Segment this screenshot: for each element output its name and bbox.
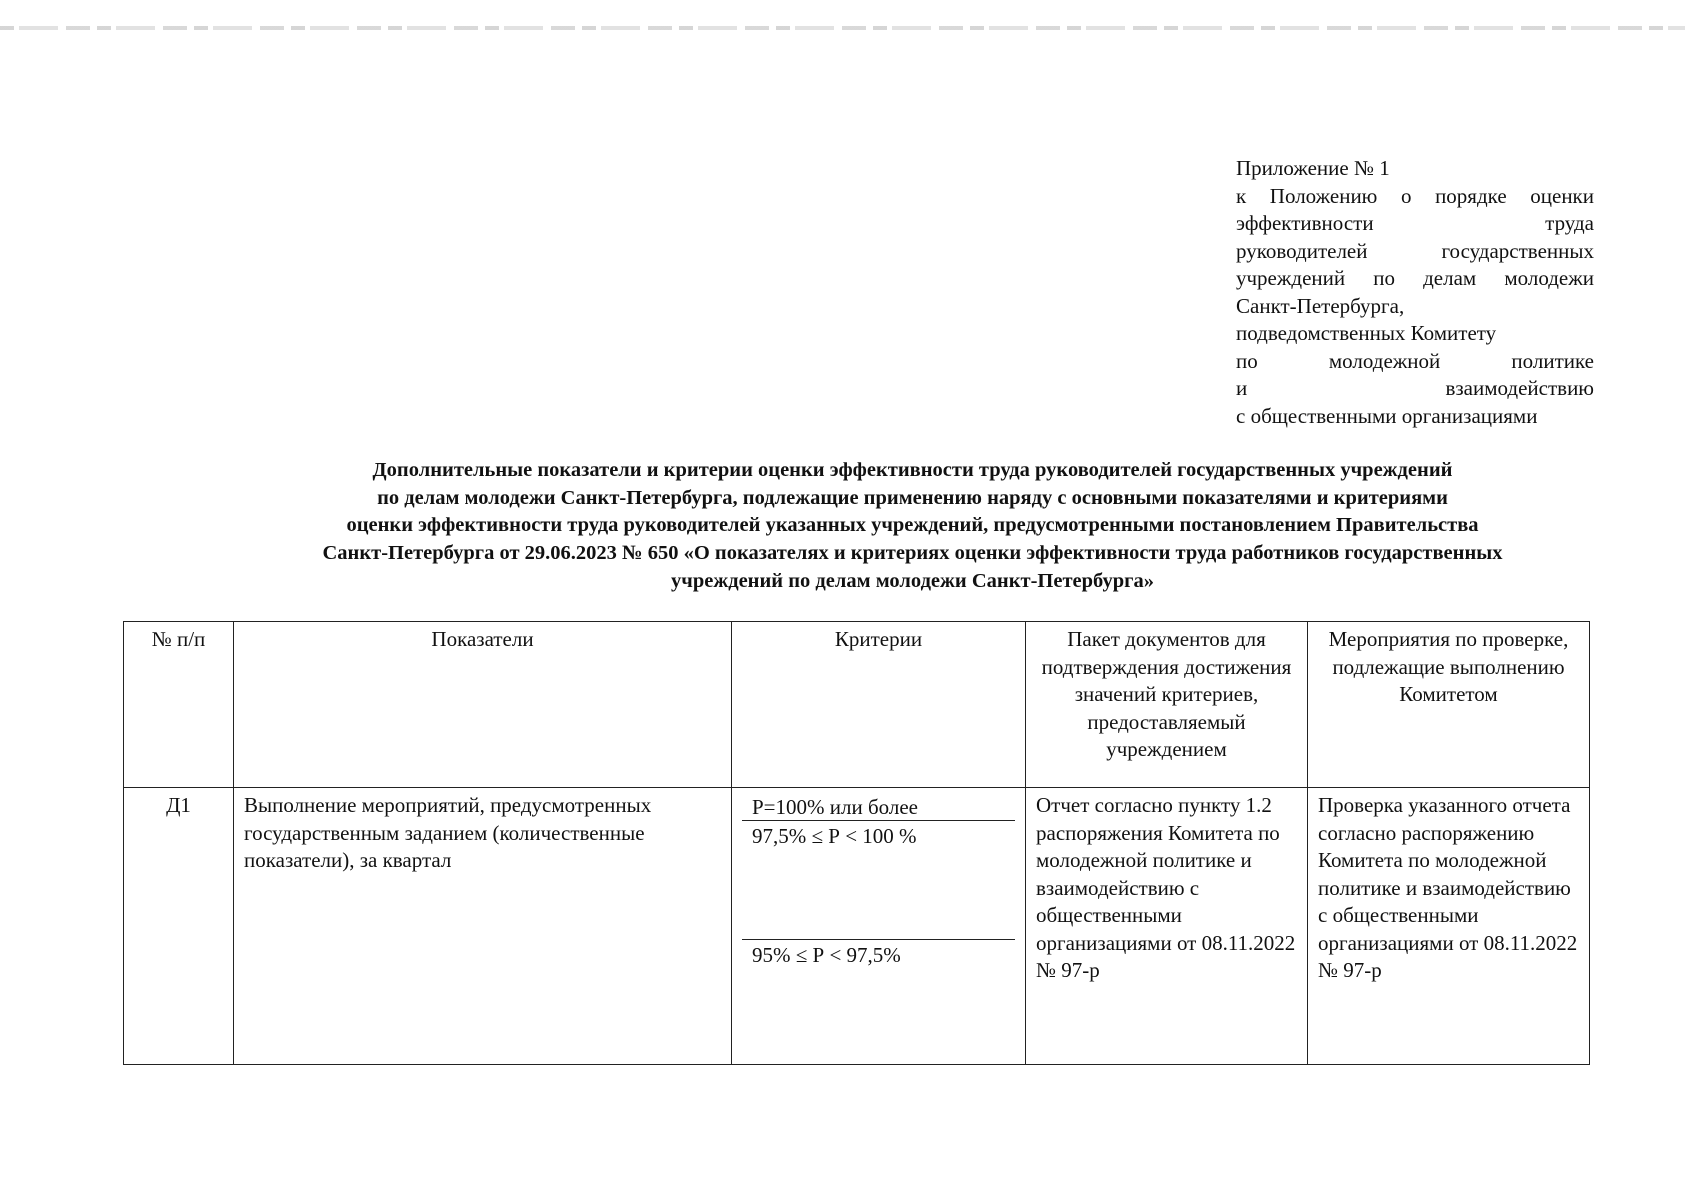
row-verification: Проверка указанного отчета согласно распоряжению Комитета по молодежной политике и взаимодействию с общественными организациями от 08.11.2022 № 97-р [1308,788,1590,1065]
appendix-line: Санкт-Петербурга, [1236,293,1405,318]
row-criteria [732,788,1026,1065]
title-line: учреждений по делам молодежи Санкт-Петербурга» [671,569,1154,592]
row-indicator: Выполнение мероприятий, предусмотренных государственным заданием (количественные показатели), за квартал [234,788,732,1065]
appendix-line: с общественными организациями [1236,403,1538,428]
scan-artifact-line [0,26,1685,30]
row-documents: Отчет согласно пункту 1.2 распоряжения Комитета по молодежной политике и взаимодействию с общественными организациями от 08.11.2022 № 97-р [1026,788,1308,1065]
appendix-line: по молодежной политике [1236,348,1594,373]
criterion-value: Р=100% или более [742,792,1015,821]
title-line: по делам молодежи Санкт-Петербурга, подлежащие применению наряду с основными показателями и критериями [377,486,1448,509]
appendix-title: Приложение № 1 [1236,156,1390,180]
title-line: оценки эффективности труда руководителей указанных учреждений, предусмотренными постановлением Правительства [346,514,1479,537]
appendix-line: учреждений по делам молодежи [1236,266,1594,290]
criteria-table [123,621,1590,1065]
appendix-line: к Положению о порядке оценки [1236,183,1594,208]
appendix-line: эффективности труда [1236,211,1594,235]
header-verification: Мероприятия по проверке, подлежащие выполнению Комитетом [1308,622,1590,788]
row-number: Д1 [124,788,234,1065]
header-documents: Пакет документов для подтверждения достижения значений критериев, предоставляемый учреждением [1026,622,1308,788]
appendix-line: подведомственных Комитету [1236,321,1497,345]
criterion-value: 97,5% ≤ Р < 100 % [742,821,1015,940]
appendix-line: и взаимодействию [1236,376,1594,400]
criterion-value: 95% ≤ Р < 97,5% [752,943,901,967]
table-row [124,788,1590,1065]
title-line: Дополнительные показатели и критерии оценки эффективности труда руководителей государственных учреждений [372,459,1453,481]
table-header-row [124,622,1590,788]
appendix-line: руководителей государственных [1236,238,1594,263]
header-number: № п/п [124,622,234,788]
title-line: Санкт-Петербурга от 29.06.2023 № 650 «О показателях и критериях оценки эффективности труда работников государственных [322,542,1503,565]
document-title [190,457,1635,596]
header-criteria: Критерии [732,622,1026,788]
header-indicators: Показатели [234,622,732,788]
appendix-note [1236,155,1594,430]
